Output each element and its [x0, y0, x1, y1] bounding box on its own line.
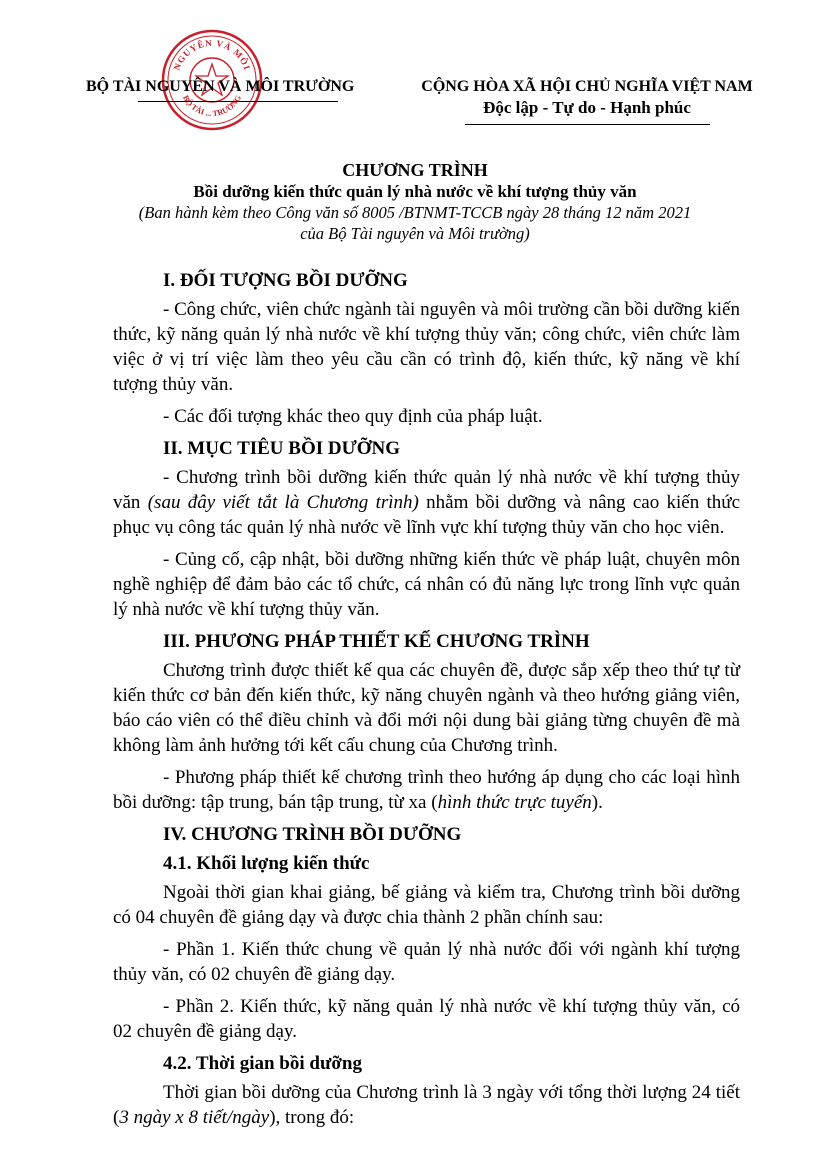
country-name: CỘNG HÒA XÃ HỘI CHỦ NGHĨA VIỆT NAM [421, 78, 753, 95]
section-heading-4: IV. CHƯƠNG TRÌNH BỒI DƯỠNG [163, 824, 462, 845]
issuance-note-cont: của Bộ Tài nguyên và Môi trường) [300, 224, 530, 243]
agency-underline [138, 101, 338, 102]
document-title-block [90, 160, 740, 244]
italic-run: 3 ngày x 8 tiết/ngày [119, 1107, 270, 1128]
paragraph: - Công chức, viên chức ngành tài nguyên và môi trường cần bồi dưỡng kiến thức, kỹ năng quản lý nhà nước về khí tượng thủy văn; công chức, viên chức làm việc ở vị trí việc làm theo yêu cầu cần có trình độ, kiến thức, kỹ năng về khí tượng thủy văn. [113, 299, 740, 395]
national-motto: Độc lập - Tự do - Hạnh phúc [483, 98, 691, 117]
agency-name: BỘ TÀI NGUYÊN VÀ MÔI TRƯỜNG [86, 78, 355, 95]
paragraph: - Củng cố, cập nhật, bồi dưỡng những kiến thức về pháp luật, chuyên môn nghề nghiệp để đảm bảo các tổ chức, cá nhân có đủ năng lực trong lĩnh vực quản lý nhà nước về khí tượng thủy văn. [113, 549, 740, 620]
text-run: ). [591, 792, 603, 813]
text-run: - Chương trình bồi dưỡng kiến thức quản lý nhà nước về khí tượng thủy văn [113, 467, 740, 513]
section-heading-1: I. ĐỐI TƯỢNG BỒI DƯỠNG [163, 270, 408, 291]
section-heading-2: II. MỤC TIÊU BỒI DƯỠNG [163, 438, 400, 459]
italic-run: (sau đây viết tắt là Chương trình) [147, 492, 419, 513]
national-header [402, 78, 772, 118]
svg-text:BỘ TÀI ... TRƯỜNG: BỘ TÀI ... TRƯỜNG [180, 93, 244, 119]
paragraph [113, 465, 740, 540]
document-title: CHƯƠNG TRÌNH [342, 160, 488, 180]
subsection-heading-4-1: 4.1. Khối lượng kiến thức [163, 853, 370, 874]
paragraph: Chương trình được thiết kế qua các chuyên đề, được sắp xếp theo thứ tự từ kiến thức cơ bản đến kiến thức, kỹ năng chuyên ngành và theo hướng giảng viên, báo cáo viên có thể điều chỉnh và đổi mới nội dung bài giảng từng chuyên đề mà không làm ảnh hưởng tới kết cấu chung của Chương trình. [113, 660, 740, 756]
motto-underline [465, 124, 710, 125]
document-body [113, 268, 740, 1137]
text-run: Thời gian bồi dưỡng của Chương trình là 3 ngày với tổng thời lượng 24 tiết ( [113, 1082, 740, 1128]
issuance-note: (Ban hành kèm theo Công văn số 8005 /BTNMT-TCCB ngày 28 tháng 12 năm 2021 [138, 203, 692, 222]
paragraph: - Phần 2. Kiến thức, kỹ năng quản lý nhà nước về khí tượng thủy văn, có 02 chuyên đề giảng dạy. [113, 996, 740, 1042]
text-run: nhằm bồi dưỡng và nâng cao kiến thức phục vụ công tác quản lý nhà nước về lĩnh vực khí tượng thủy văn cho học viên. [113, 492, 741, 538]
text-run: - Phương pháp thiết kế chương trình theo hướng áp dụng cho các loại hình bồi dưỡng: tập trung, bán tập trung, từ xa ( [113, 767, 740, 813]
paragraph: - Các đối tượng khác theo quy định của pháp luật. [163, 406, 543, 427]
svg-text:NGUYÊN VÀ MÔI: NGUYÊN VÀ MÔI [171, 37, 253, 72]
paragraph: - Phần 1. Kiến thức chung về quản lý nhà nước đối với ngành khí tượng thủy văn, có 02 chuyên đề giảng dạy. [113, 939, 740, 985]
paragraph [113, 765, 740, 815]
paragraph [113, 1080, 740, 1130]
document-subtitle: Bồi dưỡng kiến thức quản lý nhà nước về khí tượng thủy văn [193, 182, 637, 201]
section-heading-3: III. PHƯƠNG PHÁP THIẾT KẾ CHƯƠNG TRÌNH [163, 631, 590, 652]
paragraph: Ngoài thời gian khai giảng, bế giảng và kiểm tra, Chương trình bồi dưỡng có 04 chuyên đề giảng dạy và được chia thành 2 phần chính sau: [113, 882, 740, 928]
italic-run: hình thức trực tuyến [437, 792, 592, 813]
subsection-heading-4-2: 4.2. Thời gian bồi dưỡng [163, 1053, 362, 1074]
text-run: ), trong đó: [269, 1107, 355, 1128]
